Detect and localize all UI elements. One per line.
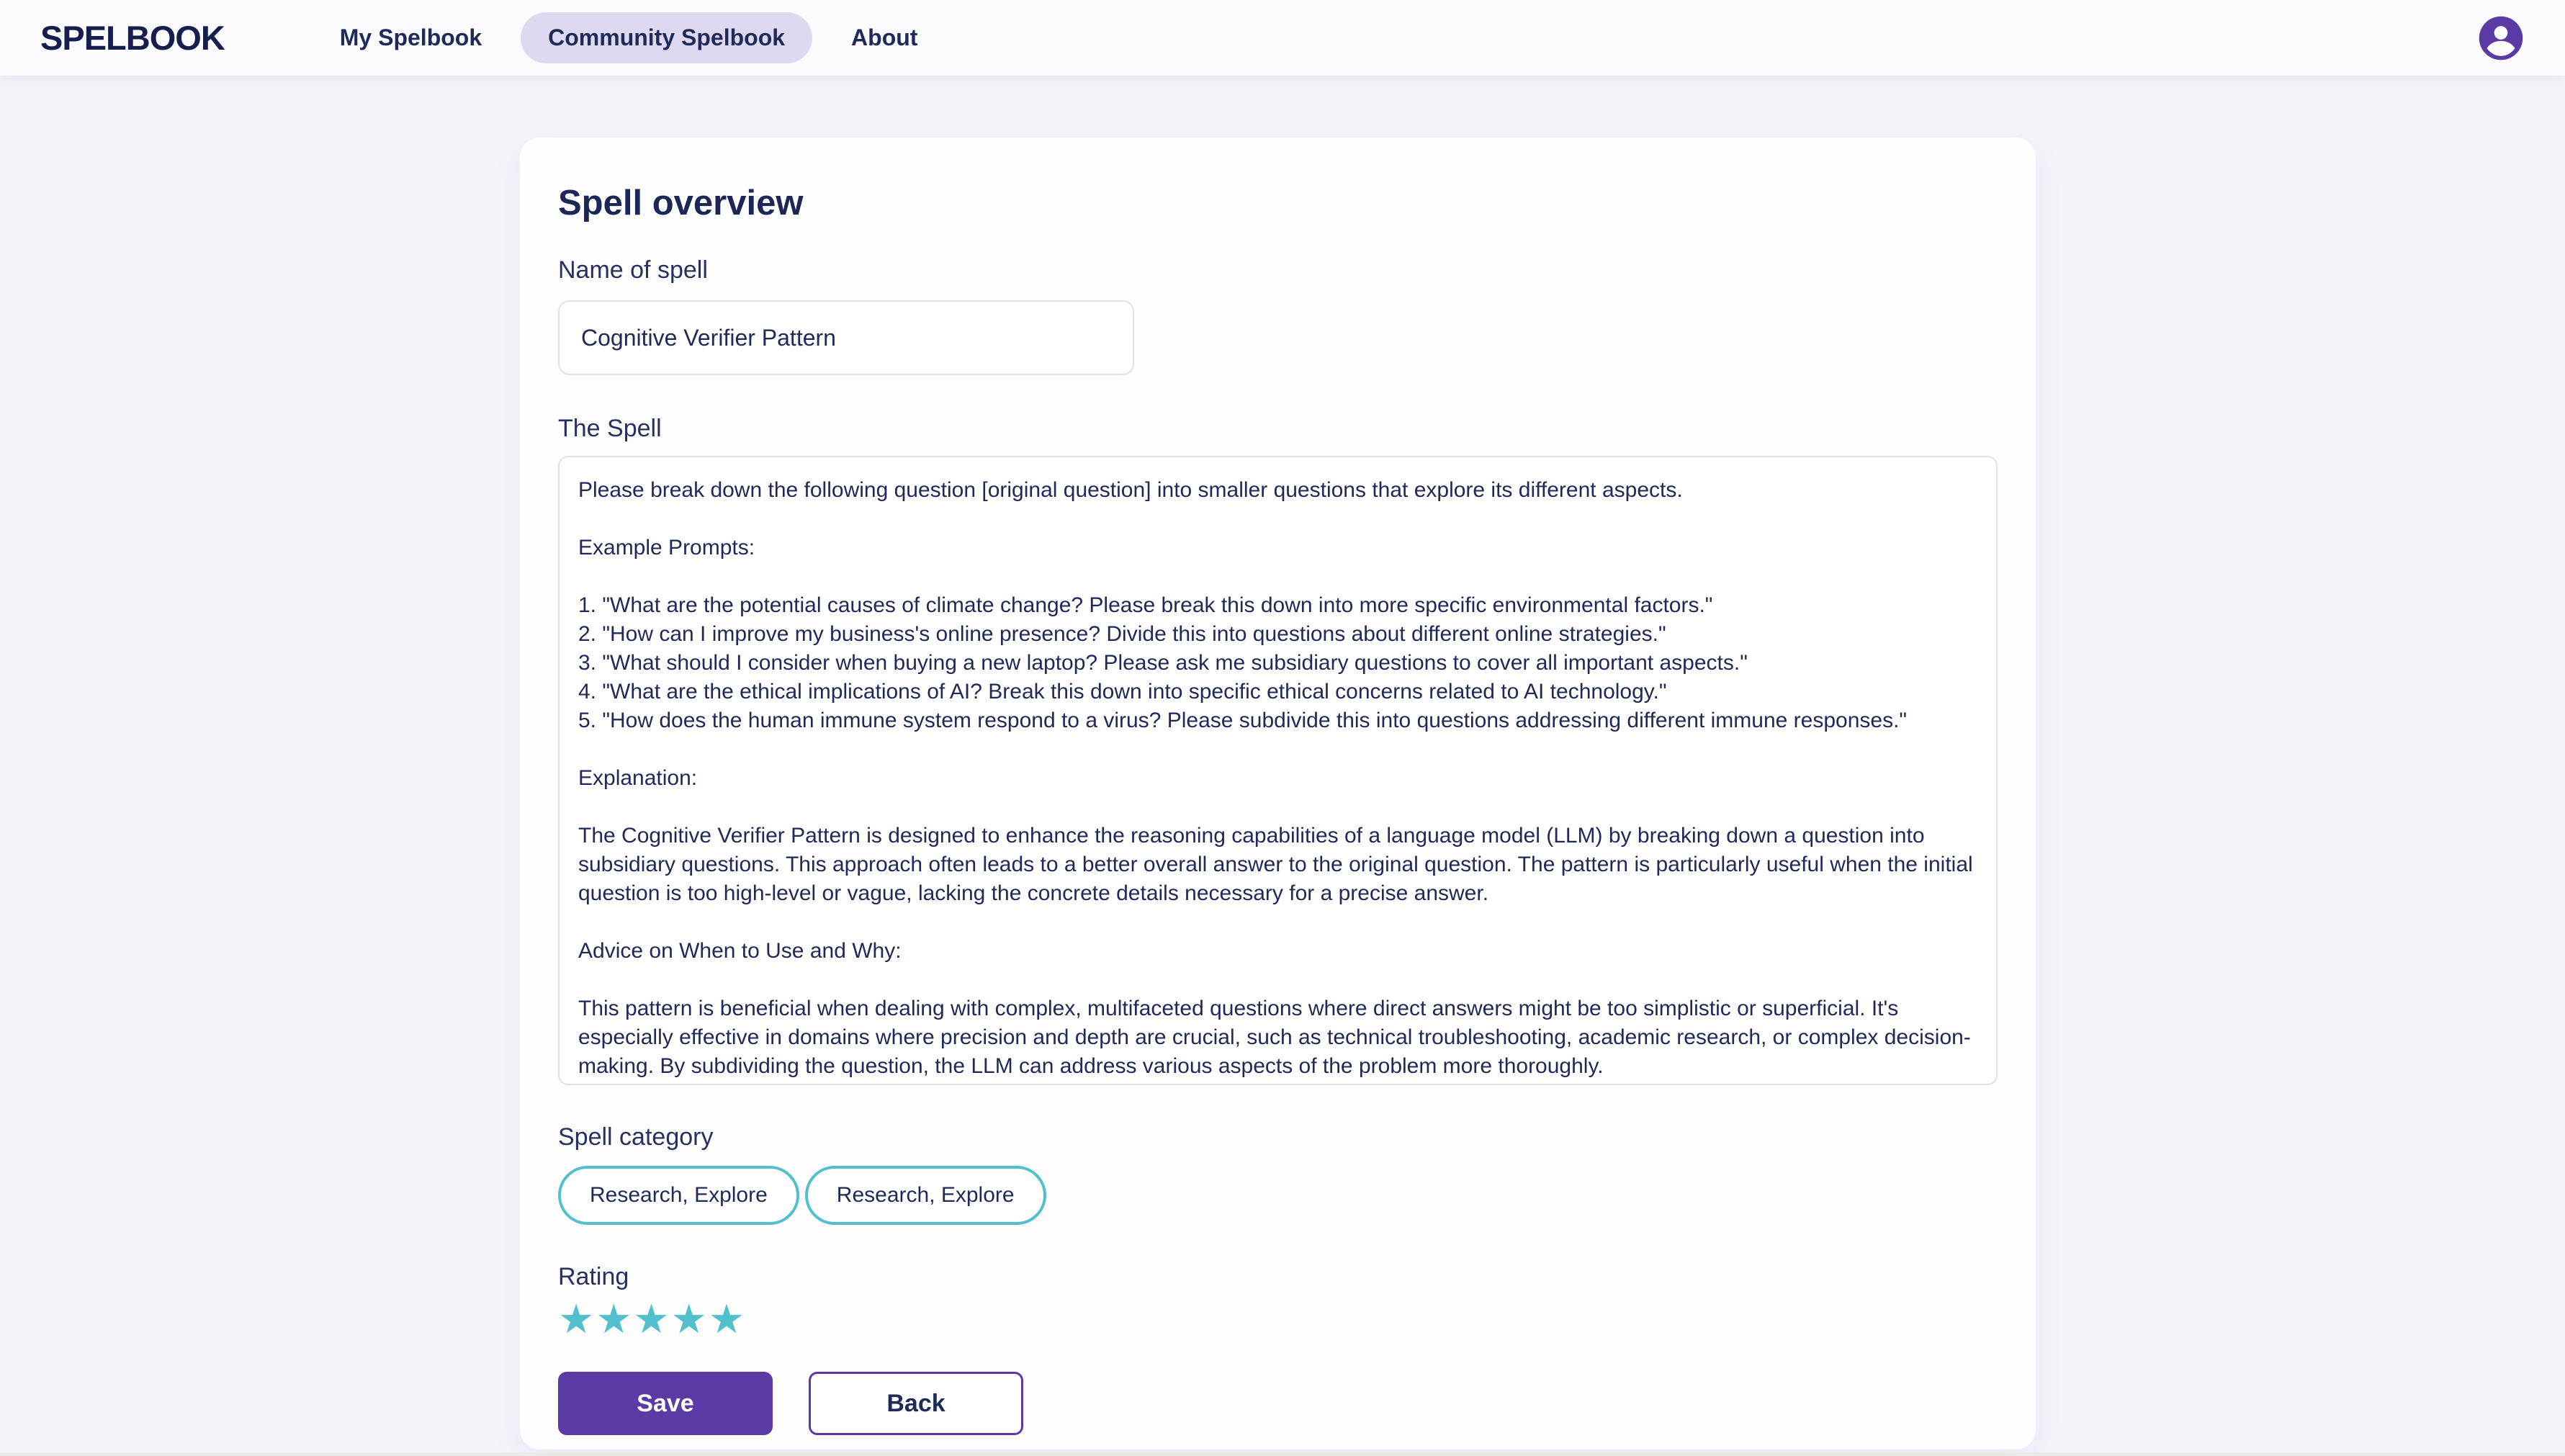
page-bottom-strip [0,1452,2565,1456]
nav-item-about[interactable]: About [851,24,918,50]
user-avatar-button[interactable] [2477,14,2525,62]
nav-item-my-spelbook[interactable]: My Spelbook [339,24,482,50]
spell-category-label: Spell category [558,1123,714,1151]
nav-item-community-spelbook[interactable]: Community Spelbook [521,12,812,63]
top-nav-bar [0,0,2565,76]
rating-stars [558,1297,1998,1342]
spell-overview-card [520,138,2036,1450]
star-icon[interactable]: ★ [596,1296,632,1342]
save-button[interactable]: Save [558,1372,773,1435]
rating-label: Rating [558,1263,629,1290]
star-icon[interactable]: ★ [558,1296,595,1342]
star-icon[interactable]: ★ [633,1296,670,1342]
star-icon[interactable]: ★ [708,1296,745,1342]
category-pill[interactable]: Research, Explore [558,1166,799,1225]
category-pills [558,1166,1998,1225]
star-icon[interactable]: ★ [670,1296,707,1342]
back-button[interactable]: Back [809,1372,1023,1435]
spell-name-input[interactable] [558,300,1134,375]
category-pill[interactable]: Research, Explore [805,1166,1046,1225]
spell-text-area[interactable] [558,456,1998,1085]
name-of-spell-label: Name of spell [558,256,708,284]
the-spell-label: The Spell [558,415,662,442]
person-icon [2477,14,2525,62]
form-actions [558,1372,1998,1435]
page-title: Spell overview [558,184,804,223]
main-nav [313,12,945,63]
app-logo[interactable]: SPELBOOK [40,19,225,57]
